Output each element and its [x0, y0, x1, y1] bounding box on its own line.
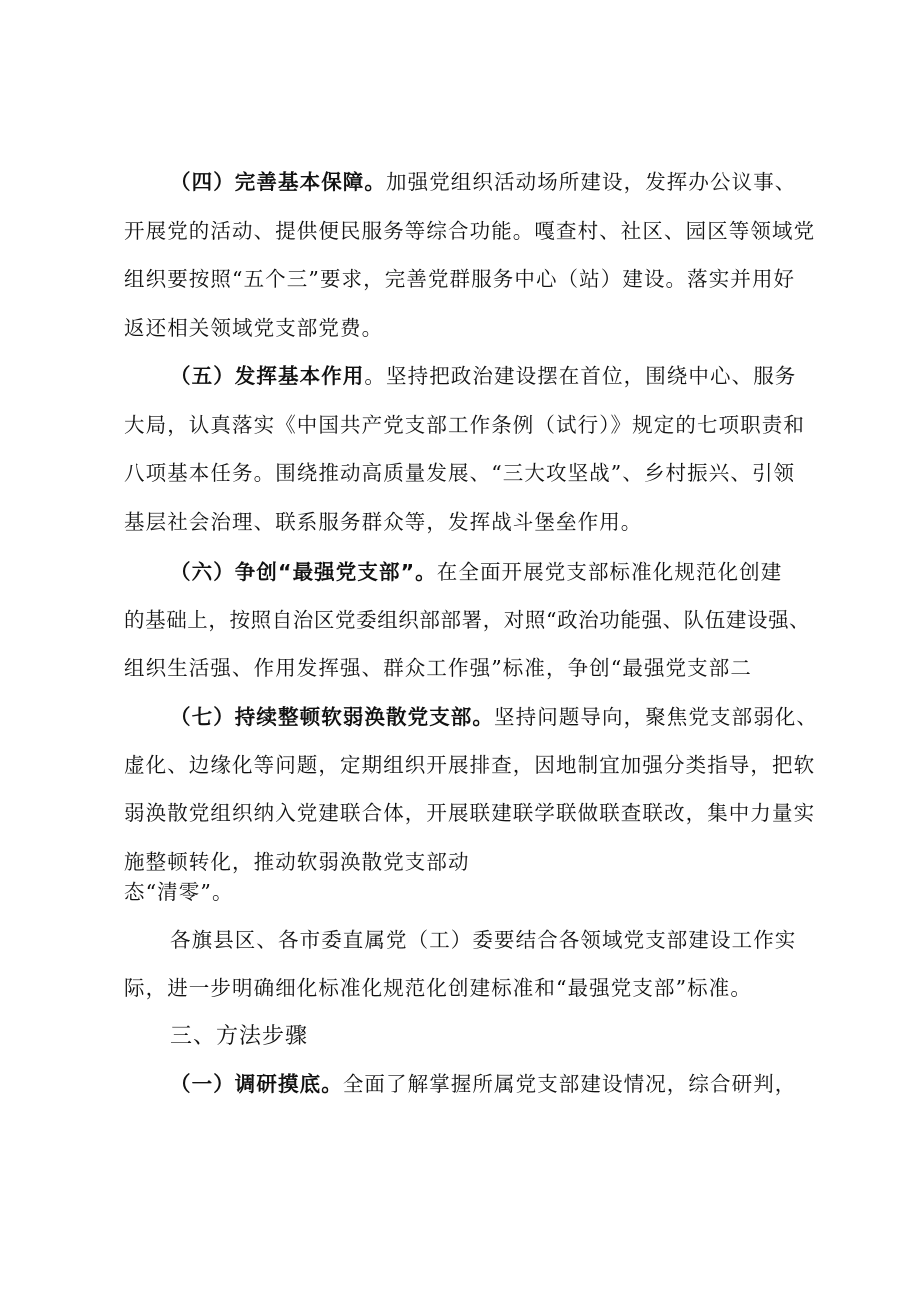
paragraph-5-line-1 [170, 366, 796, 387]
paragraph-4-line-1 [170, 172, 796, 193]
paragraph-6-line-2: 的基础上，按照自治区党委组织部部署，对照“政治功能强、队伍建设强、 [124, 608, 811, 632]
paragraph-7-line-3: 弱涣散党组织纳入党建联合体，开展联建联学联做联查联改，集中力量实 [124, 801, 816, 825]
paragraph-8-line-1: 各旗县区、各市委直属党（工）委要结合各领域党支部建设工作实 [170, 928, 797, 952]
paragraph-4-text: 加强党组织活动场所建设，发挥办公议事、 [386, 170, 797, 194]
paragraph-5-text: 。坚持把政治建设摆在首位，围绕中心、服务 [364, 364, 797, 388]
paragraph-8-line-2: 际，进一步明确细化标准化规范化创建标准和“最强党支部”标准。 [124, 976, 752, 1000]
paragraph-7-heading: （七）持续整顿软弱涣散党支部。 [170, 705, 494, 729]
paragraph-6-text: 在全面开展党支部标准化规范化创建 [436, 560, 783, 584]
paragraph-6-line-3: 组织生活强、作用发挥强、群众工作强”标准，争创“最强党支部二 [124, 656, 752, 680]
paragraph-6-heading: （六）争创“最强党支部”。 [170, 560, 437, 584]
paragraph-7-line-4: 施整顿转化，推动软弱涣散党支部动 [124, 850, 470, 874]
paragraph-5-line-3: 八项基本任务。围绕推动高质量发展、“三大攻坚战”、乡村振兴、引领 [124, 461, 796, 485]
paragraph-6-line-1 [170, 562, 782, 583]
paragraph-4-heading: （四）完善基本保障。 [170, 170, 386, 194]
paragraph-4-line-2: 开展党的活动、提供便民服务等综合功能。嘎查村、社区、园区等领域党 [124, 219, 816, 243]
paragraph-4-line-3: 组织要按照“五个三”要求，完善党群服务中心（站）建设。落实并用好 [124, 267, 796, 291]
paragraph-5-line-4: 基层社会治理、联系服务群众等，发挥战斗堡垒作用。 [124, 510, 643, 534]
paragraph-9-line-1 [170, 1074, 796, 1095]
paragraph-9-text: 全面了解掌握所属党支部建设情况，综合研判， [342, 1072, 797, 1096]
paragraph-9-heading: （一）调研摸底。 [170, 1072, 343, 1096]
paragraph-5-heading: （五）发挥基本作用 [170, 364, 365, 388]
paragraph-7-line-2: 虚化、边缘化等问题，定期组织开展排查，因地制宜加强分类指导，把软 [124, 753, 816, 777]
paragraph-4-line-4: 返还相关领域党支部党费。 [124, 316, 384, 340]
paragraph-7-text: 坚持问题导向，聚焦党支部弱化、 [494, 705, 818, 729]
section-3-heading: 三、方法步骤 [170, 1024, 309, 1049]
paragraph-5-line-2: 大局，认真落实《中国共产党支部工作条例（试行）》规定的七项职责和 [124, 413, 805, 437]
paragraph-7-line-1 [170, 707, 818, 728]
paragraph-7-line-5: 态“清零”。 [124, 880, 234, 904]
